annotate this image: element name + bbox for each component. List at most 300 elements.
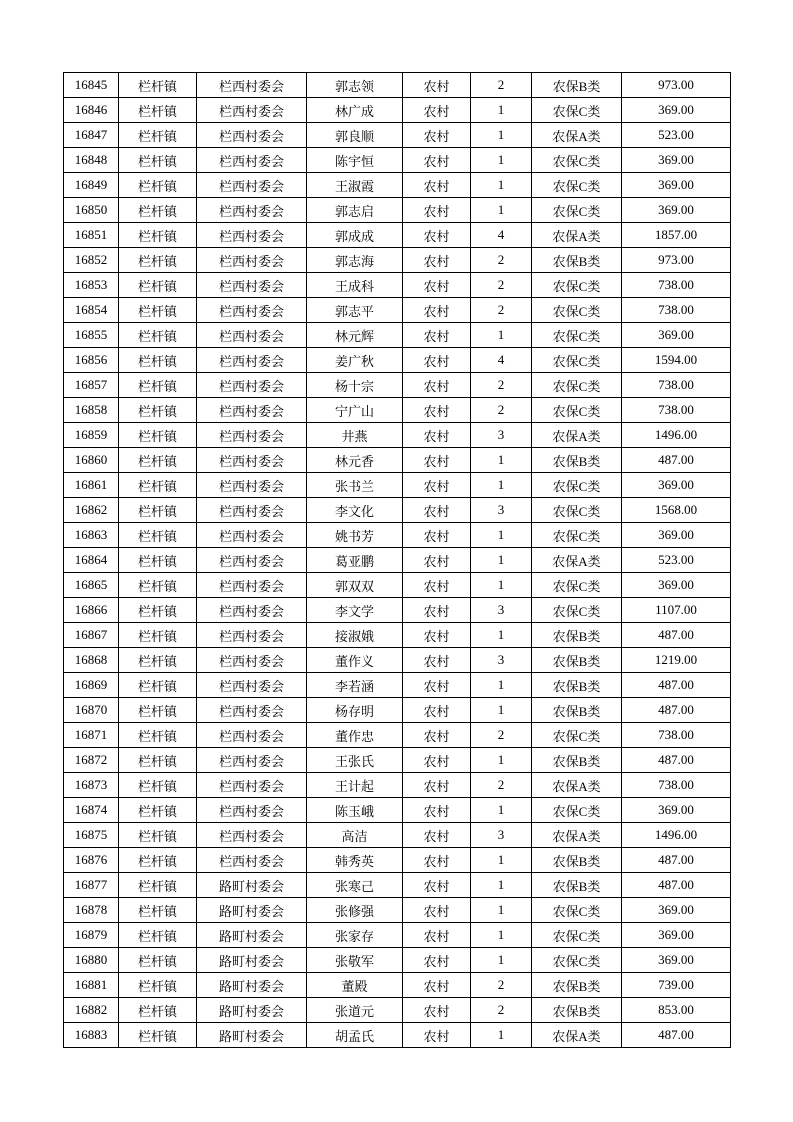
cell-id: 16859	[64, 423, 119, 448]
cell-id: 16854	[64, 298, 119, 323]
cell-town: 栏杆镇	[119, 298, 197, 323]
cell-name: 林元辉	[307, 323, 403, 348]
cell-village: 栏西村委会	[197, 148, 307, 173]
cell-town: 栏杆镇	[119, 173, 197, 198]
cell-town: 栏杆镇	[119, 198, 197, 223]
cell-residence: 农村	[403, 798, 471, 823]
cell-name: 杨存明	[307, 698, 403, 723]
cell-town: 栏杆镇	[119, 673, 197, 698]
cell-id: 16870	[64, 698, 119, 723]
cell-id: 16856	[64, 348, 119, 373]
cell-name: 接淑娥	[307, 623, 403, 648]
cell-town: 栏杆镇	[119, 648, 197, 673]
cell-amount: 738.00	[622, 773, 731, 798]
cell-residence: 农村	[403, 223, 471, 248]
table-row	[64, 173, 731, 198]
cell-residence: 农村	[403, 773, 471, 798]
cell-id: 16883	[64, 1023, 119, 1048]
table-row	[64, 848, 731, 873]
cell-town: 栏杆镇	[119, 448, 197, 473]
cell-category: 农保C类	[532, 198, 622, 223]
cell-count: 1	[471, 623, 532, 648]
cell-residence: 农村	[403, 448, 471, 473]
cell-amount: 369.00	[622, 98, 731, 123]
cell-town: 栏杆镇	[119, 948, 197, 973]
cell-village: 栏西村委会	[197, 448, 307, 473]
cell-name: 张家存	[307, 923, 403, 948]
cell-count: 2	[471, 373, 532, 398]
cell-residence: 农村	[403, 123, 471, 148]
cell-category: 农保C类	[532, 273, 622, 298]
cell-id: 16867	[64, 623, 119, 648]
cell-town: 栏杆镇	[119, 398, 197, 423]
cell-residence: 农村	[403, 723, 471, 748]
cell-village: 栏西村委会	[197, 423, 307, 448]
cell-id: 16857	[64, 373, 119, 398]
table-row	[64, 698, 731, 723]
table-row	[64, 673, 731, 698]
table-row	[64, 73, 731, 98]
cell-count: 1	[471, 898, 532, 923]
cell-id: 16871	[64, 723, 119, 748]
cell-amount: 369.00	[622, 198, 731, 223]
cell-count: 1	[471, 748, 532, 773]
cell-count: 1	[471, 873, 532, 898]
table-row	[64, 748, 731, 773]
cell-category: 农保A类	[532, 823, 622, 848]
cell-village: 栏西村委会	[197, 223, 307, 248]
cell-name: 郭志领	[307, 73, 403, 98]
cell-category: 农保B类	[532, 998, 622, 1023]
table-row	[64, 98, 731, 123]
cell-town: 栏杆镇	[119, 523, 197, 548]
cell-id: 16847	[64, 123, 119, 148]
cell-category: 农保B类	[532, 623, 622, 648]
cell-category: 农保A类	[532, 123, 622, 148]
cell-residence: 农村	[403, 598, 471, 623]
cell-count: 1	[471, 473, 532, 498]
cell-category: 农保C类	[532, 898, 622, 923]
cell-id: 16873	[64, 773, 119, 798]
table-row	[64, 523, 731, 548]
cell-count: 1	[471, 173, 532, 198]
cell-category: 农保A类	[532, 1023, 622, 1048]
table-row	[64, 898, 731, 923]
cell-town: 栏杆镇	[119, 498, 197, 523]
table-row	[64, 723, 731, 748]
cell-residence: 农村	[403, 848, 471, 873]
cell-residence: 农村	[403, 648, 471, 673]
cell-amount: 487.00	[622, 673, 731, 698]
cell-category: 农保B类	[532, 698, 622, 723]
cell-amount: 853.00	[622, 998, 731, 1023]
cell-village: 栏西村委会	[197, 748, 307, 773]
cell-name: 李文化	[307, 498, 403, 523]
cell-count: 3	[471, 423, 532, 448]
cell-amount: 738.00	[622, 298, 731, 323]
cell-town: 栏杆镇	[119, 923, 197, 948]
cell-residence: 农村	[403, 573, 471, 598]
cell-residence: 农村	[403, 698, 471, 723]
table-row	[64, 923, 731, 948]
cell-count: 4	[471, 348, 532, 373]
cell-category: 农保A类	[532, 223, 622, 248]
cell-name: 宁广山	[307, 398, 403, 423]
cell-amount: 1857.00	[622, 223, 731, 248]
cell-village: 路町村委会	[197, 998, 307, 1023]
table-row	[64, 198, 731, 223]
cell-name: 郭志平	[307, 298, 403, 323]
cell-count: 2	[471, 723, 532, 748]
table-row	[64, 448, 731, 473]
cell-category: 农保C类	[532, 498, 622, 523]
cell-amount: 523.00	[622, 123, 731, 148]
cell-amount: 369.00	[622, 173, 731, 198]
cell-count: 1	[471, 523, 532, 548]
cell-town: 栏杆镇	[119, 1023, 197, 1048]
cell-village: 栏西村委会	[197, 198, 307, 223]
table-row	[64, 323, 731, 348]
cell-name: 林元香	[307, 448, 403, 473]
cell-village: 栏西村委会	[197, 298, 307, 323]
cell-town: 栏杆镇	[119, 373, 197, 398]
cell-name: 董殿	[307, 973, 403, 998]
table-row	[64, 148, 731, 173]
cell-name: 王淑霞	[307, 173, 403, 198]
cell-name: 张寒己	[307, 873, 403, 898]
cell-residence: 农村	[403, 248, 471, 273]
cell-name: 高洁	[307, 823, 403, 848]
cell-residence: 农村	[403, 373, 471, 398]
cell-village: 栏西村委会	[197, 123, 307, 148]
cell-town: 栏杆镇	[119, 898, 197, 923]
cell-id: 16875	[64, 823, 119, 848]
cell-id: 16855	[64, 323, 119, 348]
subsidy-table	[63, 72, 731, 1048]
cell-count: 2	[471, 298, 532, 323]
cell-residence: 农村	[403, 1023, 471, 1048]
cell-residence: 农村	[403, 298, 471, 323]
cell-category: 农保A类	[532, 423, 622, 448]
cell-category: 农保C类	[532, 723, 622, 748]
cell-amount: 738.00	[622, 723, 731, 748]
cell-village: 栏西村委会	[197, 573, 307, 598]
cell-residence: 农村	[403, 923, 471, 948]
cell-id: 16882	[64, 998, 119, 1023]
cell-village: 路町村委会	[197, 923, 307, 948]
cell-id: 16869	[64, 673, 119, 698]
cell-category: 农保B类	[532, 748, 622, 773]
cell-id: 16878	[64, 898, 119, 923]
table-row	[64, 823, 731, 848]
cell-residence: 农村	[403, 398, 471, 423]
cell-count: 1	[471, 198, 532, 223]
cell-id: 16858	[64, 398, 119, 423]
cell-amount: 487.00	[622, 873, 731, 898]
cell-town: 栏杆镇	[119, 248, 197, 273]
cell-town: 栏杆镇	[119, 773, 197, 798]
table-row	[64, 298, 731, 323]
cell-category: 农保C类	[532, 348, 622, 373]
table-row	[64, 348, 731, 373]
cell-village: 栏西村委会	[197, 673, 307, 698]
cell-count: 1	[471, 148, 532, 173]
table-row	[64, 798, 731, 823]
cell-amount: 369.00	[622, 573, 731, 598]
cell-id: 16860	[64, 448, 119, 473]
cell-category: 农保B类	[532, 848, 622, 873]
cell-amount: 523.00	[622, 548, 731, 573]
cell-residence: 农村	[403, 523, 471, 548]
cell-amount: 487.00	[622, 448, 731, 473]
cell-residence: 农村	[403, 173, 471, 198]
cell-name: 张书兰	[307, 473, 403, 498]
cell-amount: 369.00	[622, 898, 731, 923]
cell-name: 董作义	[307, 648, 403, 673]
table-row	[64, 623, 731, 648]
cell-town: 栏杆镇	[119, 123, 197, 148]
cell-category: 农保B类	[532, 448, 622, 473]
cell-name: 张敬军	[307, 948, 403, 973]
cell-town: 栏杆镇	[119, 548, 197, 573]
cell-residence: 农村	[403, 548, 471, 573]
cell-id: 16872	[64, 748, 119, 773]
cell-id: 16851	[64, 223, 119, 248]
cell-village: 路町村委会	[197, 898, 307, 923]
cell-residence: 农村	[403, 673, 471, 698]
cell-count: 3	[471, 498, 532, 523]
cell-village: 栏西村委会	[197, 273, 307, 298]
cell-town: 栏杆镇	[119, 273, 197, 298]
cell-village: 栏西村委会	[197, 73, 307, 98]
cell-count: 1	[471, 323, 532, 348]
cell-name: 董作忠	[307, 723, 403, 748]
cell-category: 农保B类	[532, 973, 622, 998]
cell-id: 16853	[64, 273, 119, 298]
cell-id: 16845	[64, 73, 119, 98]
cell-name: 张道元	[307, 998, 403, 1023]
cell-amount: 1107.00	[622, 598, 731, 623]
cell-amount: 487.00	[622, 623, 731, 648]
cell-residence: 农村	[403, 748, 471, 773]
cell-name: 王张氏	[307, 748, 403, 773]
table-row	[64, 873, 731, 898]
cell-id: 16863	[64, 523, 119, 548]
cell-amount: 369.00	[622, 798, 731, 823]
cell-residence: 农村	[403, 873, 471, 898]
table-row	[64, 598, 731, 623]
table-row	[64, 548, 731, 573]
table-row	[64, 398, 731, 423]
cell-count: 2	[471, 248, 532, 273]
cell-category: 农保C类	[532, 473, 622, 498]
cell-category: 农保B类	[532, 248, 622, 273]
cell-amount: 487.00	[622, 1023, 731, 1048]
cell-amount: 973.00	[622, 73, 731, 98]
cell-village: 栏西村委会	[197, 398, 307, 423]
cell-name: 张修强	[307, 898, 403, 923]
table-row	[64, 273, 731, 298]
table-row	[64, 248, 731, 273]
cell-town: 栏杆镇	[119, 598, 197, 623]
cell-id: 16879	[64, 923, 119, 948]
cell-village: 路町村委会	[197, 948, 307, 973]
cell-town: 栏杆镇	[119, 423, 197, 448]
cell-name: 葛亚鹏	[307, 548, 403, 573]
cell-category: 农保C类	[532, 173, 622, 198]
cell-id: 16861	[64, 473, 119, 498]
cell-town: 栏杆镇	[119, 998, 197, 1023]
cell-name: 林广成	[307, 98, 403, 123]
cell-id: 16850	[64, 198, 119, 223]
cell-residence: 农村	[403, 148, 471, 173]
cell-amount: 369.00	[622, 148, 731, 173]
cell-residence: 农村	[403, 323, 471, 348]
cell-amount: 739.00	[622, 973, 731, 998]
cell-id: 16881	[64, 973, 119, 998]
cell-town: 栏杆镇	[119, 223, 197, 248]
cell-count: 3	[471, 823, 532, 848]
table-row	[64, 473, 731, 498]
cell-town: 栏杆镇	[119, 98, 197, 123]
cell-id: 16852	[64, 248, 119, 273]
cell-name: 李若涵	[307, 673, 403, 698]
cell-name: 陈宇恒	[307, 148, 403, 173]
cell-id: 16848	[64, 148, 119, 173]
cell-count: 4	[471, 223, 532, 248]
cell-count: 1	[471, 923, 532, 948]
cell-count: 1	[471, 573, 532, 598]
table-row	[64, 998, 731, 1023]
cell-residence: 农村	[403, 498, 471, 523]
cell-category: 农保C类	[532, 798, 622, 823]
cell-village: 路町村委会	[197, 1023, 307, 1048]
cell-name: 郭志启	[307, 198, 403, 223]
cell-category: 农保C类	[532, 323, 622, 348]
cell-id: 16846	[64, 98, 119, 123]
cell-category: 农保C类	[532, 948, 622, 973]
table-body	[64, 73, 731, 1048]
cell-village: 栏西村委会	[197, 623, 307, 648]
cell-amount: 369.00	[622, 523, 731, 548]
cell-category: 农保C类	[532, 398, 622, 423]
cell-amount: 738.00	[622, 273, 731, 298]
cell-id: 16865	[64, 573, 119, 598]
cell-category: 农保B类	[532, 873, 622, 898]
cell-id: 16876	[64, 848, 119, 873]
cell-residence: 农村	[403, 98, 471, 123]
cell-residence: 农村	[403, 348, 471, 373]
cell-residence: 农村	[403, 948, 471, 973]
cell-id: 16866	[64, 598, 119, 623]
cell-count: 1	[471, 948, 532, 973]
cell-amount: 738.00	[622, 398, 731, 423]
cell-village: 栏西村委会	[197, 473, 307, 498]
cell-id: 16874	[64, 798, 119, 823]
cell-town: 栏杆镇	[119, 698, 197, 723]
cell-village: 栏西村委会	[197, 773, 307, 798]
cell-count: 2	[471, 998, 532, 1023]
cell-id: 16864	[64, 548, 119, 573]
cell-village: 路町村委会	[197, 873, 307, 898]
cell-id: 16862	[64, 498, 119, 523]
table-row	[64, 648, 731, 673]
cell-count: 3	[471, 598, 532, 623]
cell-count: 3	[471, 648, 532, 673]
cell-amount: 369.00	[622, 473, 731, 498]
cell-count: 1	[471, 1023, 532, 1048]
cell-category: 农保A类	[532, 548, 622, 573]
cell-residence: 农村	[403, 998, 471, 1023]
cell-amount: 369.00	[622, 948, 731, 973]
cell-village: 栏西村委会	[197, 373, 307, 398]
cell-name: 王计起	[307, 773, 403, 798]
cell-name: 韩秀英	[307, 848, 403, 873]
cell-count: 2	[471, 273, 532, 298]
cell-amount: 1594.00	[622, 348, 731, 373]
cell-village: 栏西村委会	[197, 548, 307, 573]
cell-id: 16880	[64, 948, 119, 973]
cell-name: 姜广秋	[307, 348, 403, 373]
cell-category: 农保B类	[532, 673, 622, 698]
cell-town: 栏杆镇	[119, 823, 197, 848]
cell-village: 栏西村委会	[197, 798, 307, 823]
cell-category: 农保C类	[532, 523, 622, 548]
cell-village: 栏西村委会	[197, 173, 307, 198]
cell-id: 16877	[64, 873, 119, 898]
cell-amount: 1496.00	[622, 423, 731, 448]
cell-residence: 农村	[403, 623, 471, 648]
cell-residence: 农村	[403, 823, 471, 848]
cell-name: 李文学	[307, 598, 403, 623]
cell-village: 栏西村委会	[197, 698, 307, 723]
cell-count: 1	[471, 98, 532, 123]
cell-name: 王成科	[307, 273, 403, 298]
cell-category: 农保B类	[532, 648, 622, 673]
table-row	[64, 973, 731, 998]
cell-amount: 369.00	[622, 323, 731, 348]
cell-village: 栏西村委会	[197, 323, 307, 348]
cell-residence: 农村	[403, 898, 471, 923]
cell-residence: 农村	[403, 473, 471, 498]
table-row	[64, 773, 731, 798]
cell-town: 栏杆镇	[119, 623, 197, 648]
cell-amount: 1496.00	[622, 823, 731, 848]
cell-amount: 738.00	[622, 373, 731, 398]
cell-count: 1	[471, 123, 532, 148]
cell-amount: 369.00	[622, 923, 731, 948]
cell-town: 栏杆镇	[119, 848, 197, 873]
cell-town: 栏杆镇	[119, 748, 197, 773]
cell-count: 2	[471, 398, 532, 423]
cell-name: 郭志海	[307, 248, 403, 273]
cell-category: 农保C类	[532, 148, 622, 173]
cell-category: 农保C类	[532, 923, 622, 948]
cell-town: 栏杆镇	[119, 73, 197, 98]
cell-village: 栏西村委会	[197, 523, 307, 548]
cell-village: 栏西村委会	[197, 648, 307, 673]
cell-count: 2	[471, 973, 532, 998]
cell-town: 栏杆镇	[119, 473, 197, 498]
cell-id: 16868	[64, 648, 119, 673]
cell-village: 栏西村委会	[197, 498, 307, 523]
table-row	[64, 498, 731, 523]
cell-residence: 农村	[403, 973, 471, 998]
cell-category: 农保C类	[532, 598, 622, 623]
cell-count: 2	[471, 773, 532, 798]
table-row	[64, 423, 731, 448]
cell-category: 农保C类	[532, 298, 622, 323]
